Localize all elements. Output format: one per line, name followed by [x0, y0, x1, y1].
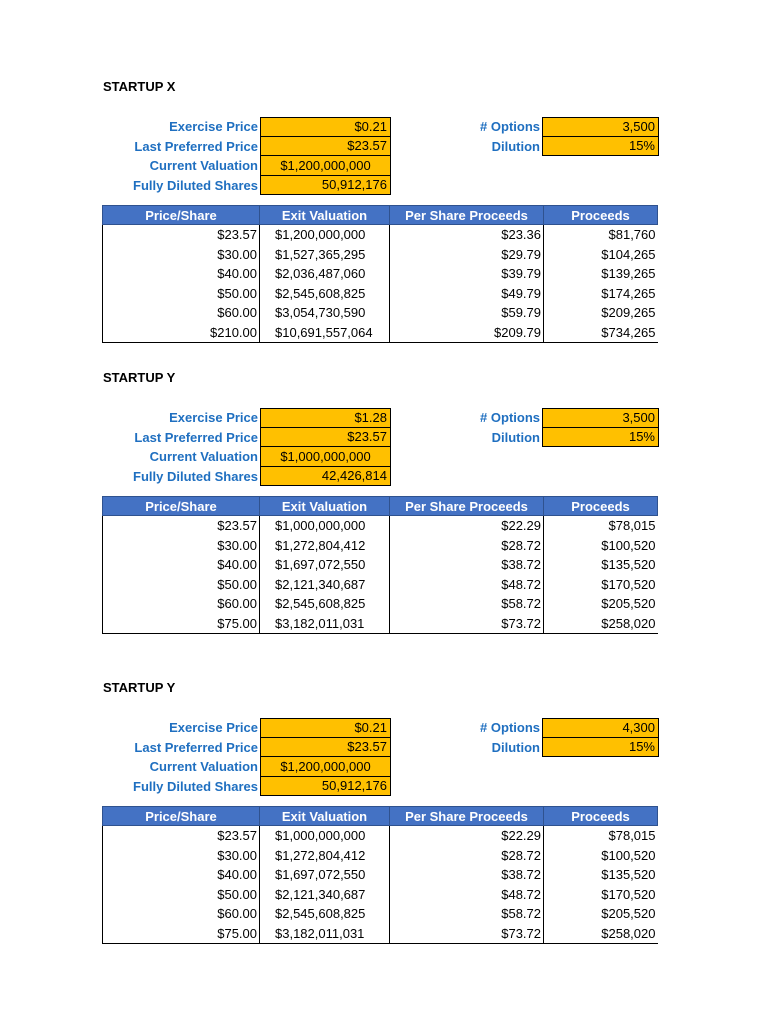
input-cell-fully-diluted-shares[interactable]: 42,426,814 — [260, 467, 391, 487]
cell-price-share[interactable]: $60.00 — [103, 594, 260, 614]
input-row-last-preferred-price — [103, 428, 391, 448]
input-row-current-valuation — [103, 156, 391, 176]
input-label: Dilution — [491, 739, 540, 755]
section-title: STARTUP Y — [103, 370, 176, 385]
inputs-left — [103, 117, 391, 195]
cell-exit-valuation[interactable]: $2,545,608,825 — [260, 594, 390, 614]
table-row — [103, 924, 658, 944]
header-exit-valuation: Exit Valuation — [260, 206, 390, 225]
section-title: STARTUP X — [103, 79, 176, 94]
cell-proceeds[interactable]: $78,015 — [544, 826, 658, 846]
table-row — [103, 904, 658, 924]
table-row — [103, 846, 658, 866]
header-price-share: Price/Share — [103, 206, 260, 225]
cell-per-share-proceeds[interactable]: $23.36 — [390, 225, 544, 245]
table-row — [103, 826, 658, 846]
cell-exit-valuation[interactable]: $3,182,011,031 — [260, 614, 390, 634]
header-per-share-proceeds: Per Share Proceeds — [390, 206, 544, 225]
section-title: STARTUP Y — [103, 680, 176, 695]
cell-proceeds[interactable]: $135,520 — [544, 555, 658, 575]
table-row — [103, 865, 658, 885]
input-row-current-valuation — [103, 447, 391, 467]
cell-per-share-proceeds[interactable]: $59.79 — [390, 303, 544, 323]
input-cell-current-valuation[interactable]: $1,200,000,000 — [260, 156, 391, 176]
cell-proceeds[interactable]: $104,265 — [544, 245, 658, 265]
input-label: Last Preferred Price — [134, 739, 258, 755]
inputs-left — [103, 408, 391, 486]
cell-price-share[interactable]: $23.57 — [103, 516, 260, 536]
table-row — [103, 575, 658, 595]
input-label: Exercise Price — [169, 410, 258, 426]
cell-per-share-proceeds[interactable]: $38.72 — [390, 865, 544, 885]
cell-price-share[interactable]: $40.00 — [103, 865, 260, 885]
header-per-share-proceeds: Per Share Proceeds — [390, 497, 544, 516]
inputs-right — [430, 718, 659, 757]
cell-price-share[interactable]: $30.00 — [103, 846, 260, 866]
proceeds-table — [102, 205, 658, 343]
header-price-share: Price/Share — [103, 497, 260, 516]
cell-proceeds[interactable]: $135,520 — [544, 865, 658, 885]
input-row-current-valuation — [103, 757, 391, 777]
input-label: Exercise Price — [169, 119, 258, 135]
input-label: Fully Diluted Shares — [133, 778, 258, 794]
cell-per-share-proceeds[interactable]: $209.79 — [390, 323, 544, 343]
table-row — [103, 284, 658, 304]
cell-exit-valuation[interactable]: $1,697,072,550 — [260, 865, 390, 885]
input-label: Dilution — [491, 429, 540, 445]
input-label: # Options — [480, 119, 540, 135]
input-row-last-preferred-price — [103, 738, 391, 758]
cell-price-share[interactable]: $75.00 — [103, 924, 260, 944]
cell-per-share-proceeds[interactable]: $28.72 — [390, 846, 544, 866]
input-cell-dilution[interactable]: 15% — [542, 428, 659, 448]
input-row-exercise-price — [103, 117, 391, 137]
cell-per-share-proceeds[interactable]: $39.79 — [390, 264, 544, 284]
input-row-options — [430, 718, 659, 738]
proceeds-table — [102, 806, 658, 944]
input-label: Fully Diluted Shares — [133, 468, 258, 484]
header-proceeds: Proceeds — [544, 206, 658, 225]
cell-price-share[interactable]: $50.00 — [103, 284, 260, 304]
input-row-dilution — [430, 428, 659, 448]
cell-per-share-proceeds[interactable]: $22.29 — [390, 826, 544, 846]
input-cell-options[interactable]: 3,500 — [542, 408, 659, 428]
table-row — [103, 245, 658, 265]
header-proceeds: Proceeds — [544, 497, 658, 516]
header-exit-valuation: Exit Valuation — [260, 807, 390, 826]
input-cell-options[interactable]: 4,300 — [542, 718, 659, 738]
cell-per-share-proceeds[interactable]: $49.79 — [390, 284, 544, 304]
input-cell-fully-diluted-shares[interactable]: 50,912,176 — [260, 777, 391, 797]
input-cell-last-preferred-price[interactable]: $23.57 — [260, 428, 391, 448]
cell-per-share-proceeds[interactable]: $48.72 — [390, 575, 544, 595]
table-row — [103, 614, 658, 634]
input-label: Last Preferred Price — [134, 429, 258, 445]
input-row-options — [430, 408, 659, 428]
cell-price-share[interactable]: $60.00 — [103, 904, 260, 924]
cell-exit-valuation[interactable]: $1,272,804,412 — [260, 846, 390, 866]
input-cell-fully-diluted-shares[interactable]: 50,912,176 — [260, 176, 391, 196]
cell-exit-valuation[interactable]: $10,691,557,064 — [260, 323, 390, 343]
cell-proceeds[interactable]: $205,520 — [544, 904, 658, 924]
cell-proceeds[interactable]: $258,020 — [544, 924, 658, 944]
cell-proceeds[interactable]: $170,520 — [544, 575, 658, 595]
cell-exit-valuation[interactable]: $3,182,011,031 — [260, 924, 390, 944]
inputs-left — [103, 718, 391, 796]
cell-proceeds[interactable]: $139,265 — [544, 264, 658, 284]
cell-price-share[interactable]: $30.00 — [103, 536, 260, 556]
input-cell-dilution[interactable]: 15% — [542, 738, 659, 758]
cell-price-share[interactable]: $50.00 — [103, 885, 260, 905]
cell-price-share[interactable]: $30.00 — [103, 245, 260, 265]
cell-per-share-proceeds[interactable]: $73.72 — [390, 614, 544, 634]
cell-proceeds[interactable]: $170,520 — [544, 885, 658, 905]
startup-section-2 — [0, 370, 768, 670]
input-row-fully-diluted-shares — [103, 467, 391, 487]
table-row — [103, 303, 658, 323]
cell-per-share-proceeds[interactable]: $38.72 — [390, 555, 544, 575]
cell-price-share[interactable]: $210.00 — [103, 323, 260, 343]
table-row — [103, 555, 658, 575]
cell-proceeds[interactable]: $734,265 — [544, 323, 658, 343]
cell-price-share[interactable]: $40.00 — [103, 264, 260, 284]
cell-proceeds[interactable]: $209,265 — [544, 303, 658, 323]
input-label: Last Preferred Price — [134, 138, 258, 154]
cell-price-share[interactable]: $50.00 — [103, 575, 260, 595]
table-row — [103, 885, 658, 905]
table-row — [103, 536, 658, 556]
input-row-dilution — [430, 738, 659, 758]
input-row-exercise-price — [103, 408, 391, 428]
table-row — [103, 323, 658, 343]
cell-exit-valuation[interactable]: $1,697,072,550 — [260, 555, 390, 575]
cell-exit-valuation[interactable]: $2,036,487,060 — [260, 264, 390, 284]
input-cell-last-preferred-price[interactable]: $23.57 — [260, 738, 391, 758]
cell-per-share-proceeds[interactable]: $58.72 — [390, 594, 544, 614]
input-row-dilution — [430, 137, 659, 157]
cell-exit-valuation[interactable]: $3,054,730,590 — [260, 303, 390, 323]
input-cell-dilution[interactable]: 15% — [542, 137, 659, 157]
table-row — [103, 516, 658, 536]
cell-per-share-proceeds[interactable]: $58.72 — [390, 904, 544, 924]
cell-exit-valuation[interactable]: $1,272,804,412 — [260, 536, 390, 556]
input-cell-last-preferred-price[interactable]: $23.57 — [260, 137, 391, 157]
cell-exit-valuation[interactable]: $2,545,608,825 — [260, 284, 390, 304]
input-row-last-preferred-price — [103, 137, 391, 157]
cell-price-share[interactable]: $23.57 — [103, 225, 260, 245]
input-label: Fully Diluted Shares — [133, 177, 258, 193]
input-label: Current Valuation — [149, 449, 258, 465]
cell-exit-valuation[interactable]: $1,000,000,000 — [260, 516, 390, 536]
input-cell-current-valuation[interactable]: $1,200,000,000 — [260, 757, 391, 777]
input-row-exercise-price — [103, 718, 391, 738]
inputs-right — [430, 408, 659, 447]
input-row-options — [430, 117, 659, 137]
table-row — [103, 264, 658, 284]
input-label: Current Valuation — [149, 158, 258, 174]
cell-proceeds[interactable]: $78,015 — [544, 516, 658, 536]
header-exit-valuation: Exit Valuation — [260, 497, 390, 516]
input-cell-current-valuation[interactable]: $1,000,000,000 — [260, 447, 391, 467]
cell-per-share-proceeds[interactable]: $22.29 — [390, 516, 544, 536]
cell-per-share-proceeds[interactable]: $73.72 — [390, 924, 544, 944]
header-price-share: Price/Share — [103, 807, 260, 826]
proceeds-table — [102, 496, 658, 634]
cell-proceeds[interactable]: $205,520 — [544, 594, 658, 614]
cell-exit-valuation[interactable]: $2,121,340,687 — [260, 575, 390, 595]
input-row-fully-diluted-shares — [103, 777, 391, 797]
cell-proceeds[interactable]: $100,520 — [544, 536, 658, 556]
table-row — [103, 594, 658, 614]
cell-price-share[interactable]: $40.00 — [103, 555, 260, 575]
header-proceeds: Proceeds — [544, 807, 658, 826]
input-cell-exercise-price[interactable]: $0.21 — [260, 117, 391, 137]
input-label: Current Valuation — [149, 759, 258, 775]
input-label: # Options — [480, 410, 540, 426]
header-per-share-proceeds: Per Share Proceeds — [390, 807, 544, 826]
cell-price-share[interactable]: $75.00 — [103, 614, 260, 634]
cell-per-share-proceeds[interactable]: $48.72 — [390, 885, 544, 905]
table-header-row — [103, 206, 658, 225]
cell-per-share-proceeds[interactable]: $28.72 — [390, 536, 544, 556]
inputs-right — [430, 117, 659, 156]
cell-proceeds[interactable]: $100,520 — [544, 846, 658, 866]
cell-exit-valuation[interactable]: $1,000,000,000 — [260, 826, 390, 846]
input-cell-exercise-price[interactable]: $0.21 — [260, 718, 391, 738]
input-row-fully-diluted-shares — [103, 176, 391, 196]
input-label: # Options — [480, 720, 540, 736]
cell-exit-valuation[interactable]: $2,121,340,687 — [260, 885, 390, 905]
cell-price-share[interactable]: $60.00 — [103, 303, 260, 323]
input-cell-options[interactable]: 3,500 — [542, 117, 659, 137]
input-label: Exercise Price — [169, 720, 258, 736]
table-header-row — [103, 497, 658, 516]
startup-section-3 — [0, 680, 768, 980]
table-header-row — [103, 807, 658, 826]
input-cell-exercise-price[interactable]: $1.28 — [260, 408, 391, 428]
cell-exit-valuation[interactable]: $1,200,000,000 — [260, 225, 390, 245]
cell-proceeds[interactable]: $81,760 — [544, 225, 658, 245]
cell-price-share[interactable]: $23.57 — [103, 826, 260, 846]
startup-section-1 — [0, 79, 768, 379]
cell-exit-valuation[interactable]: $2,545,608,825 — [260, 904, 390, 924]
cell-exit-valuation[interactable]: $1,527,365,295 — [260, 245, 390, 265]
cell-proceeds[interactable]: $174,265 — [544, 284, 658, 304]
cell-per-share-proceeds[interactable]: $29.79 — [390, 245, 544, 265]
table-row — [103, 225, 658, 245]
input-label: Dilution — [491, 138, 540, 154]
cell-proceeds[interactable]: $258,020 — [544, 614, 658, 634]
